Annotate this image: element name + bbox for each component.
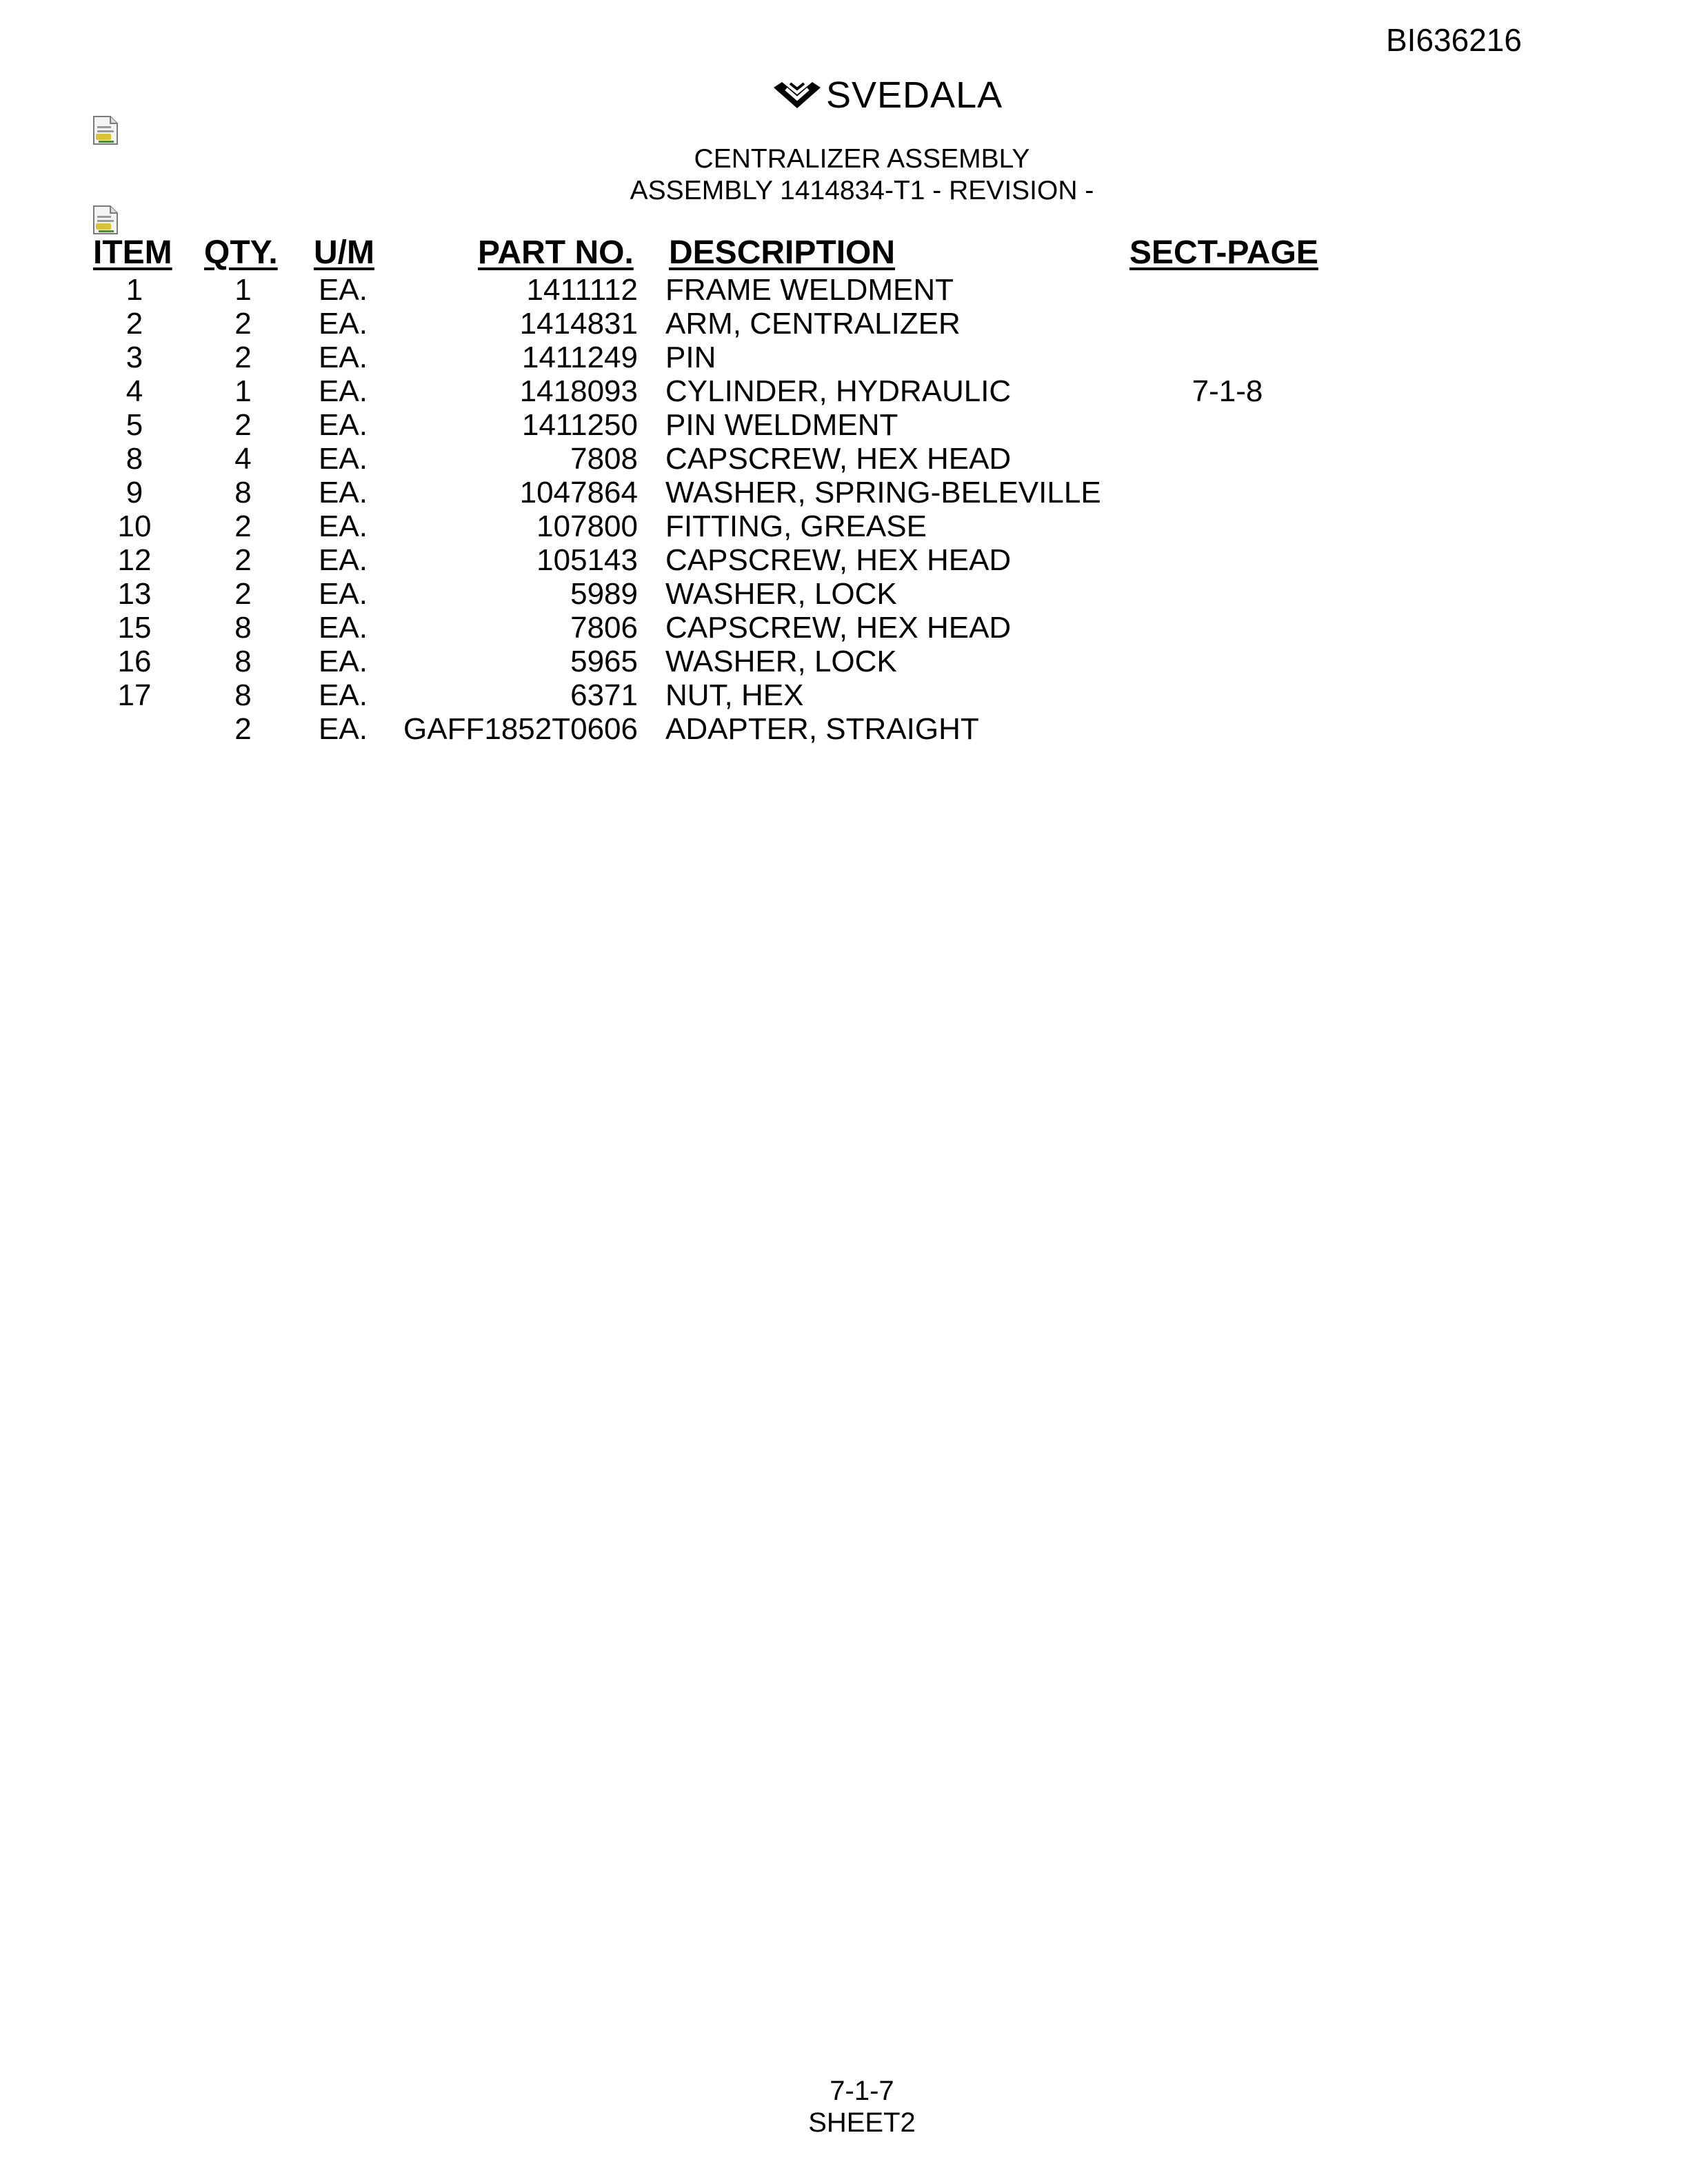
table-row — [0, 645, 1688, 678]
part-description: FRAME WELDMENT — [665, 273, 954, 307]
part-description: ADAPTER, STRAIGHT — [665, 712, 979, 746]
unit-of-measure: EA. — [319, 341, 368, 374]
unit-of-measure: EA. — [319, 509, 368, 543]
item-number: 16 — [117, 645, 152, 678]
item-number: 2 — [125, 307, 143, 341]
part-number: 7808 — [570, 442, 638, 476]
header-part-no: PART NO. — [478, 234, 634, 271]
part-description: CAPSCREW, HEX HEAD — [665, 543, 1012, 577]
table-row — [0, 374, 1688, 408]
part-number: 1411249 — [521, 341, 638, 374]
part-number: 105143 — [536, 543, 638, 577]
part-number: 1047864 — [519, 476, 638, 509]
quantity: 2 — [234, 577, 252, 611]
part-description: ARM, CENTRALIZER — [665, 307, 961, 341]
table-row — [0, 476, 1688, 509]
part-number: 1411112 — [526, 273, 638, 307]
table-row — [0, 442, 1688, 476]
quantity: 2 — [234, 712, 252, 746]
part-number: 5989 — [570, 577, 638, 611]
table-row — [0, 577, 1688, 611]
item-number: 3 — [125, 341, 143, 374]
unit-of-measure: EA. — [319, 577, 368, 611]
item-number: 5 — [125, 408, 143, 442]
part-number: 107800 — [536, 509, 638, 543]
page-footer — [690, 2075, 1034, 2138]
header-description: DESCRIPTION — [669, 234, 896, 271]
table-row — [0, 678, 1688, 712]
quantity: 8 — [234, 678, 252, 712]
unit-of-measure: EA. — [319, 543, 368, 577]
document-icon — [92, 205, 119, 234]
document-id: BI636216 — [1386, 22, 1522, 58]
quantity: 2 — [234, 509, 252, 543]
item-number: 9 — [125, 476, 143, 509]
unit-of-measure: EA. — [319, 476, 368, 509]
unit-of-measure: EA. — [319, 678, 368, 712]
part-description: WASHER, SPRING-BELEVILLE — [665, 476, 1101, 509]
part-number: 1411250 — [521, 408, 638, 442]
unit-of-measure: EA. — [319, 442, 368, 476]
svedala-logo-mark-icon — [772, 79, 822, 111]
unit-of-measure: EA. — [319, 408, 368, 442]
part-description: CYLINDER, HYDRAULIC — [665, 374, 1012, 408]
part-description: WASHER, LOCK — [665, 577, 897, 611]
table-row — [0, 611, 1688, 645]
document-icon — [92, 116, 119, 145]
part-description: NUT, HEX — [665, 678, 804, 712]
header-qty: QTY. — [204, 234, 278, 271]
unit-of-measure: EA. — [319, 374, 368, 408]
quantity: 1 — [234, 273, 252, 307]
part-number: GAFF1852T0606 — [403, 712, 638, 746]
part-description: FITTING, GREASE — [665, 509, 927, 543]
item-number: 12 — [117, 543, 152, 577]
quantity: 8 — [234, 611, 252, 645]
sheet-label: SHEET2 — [808, 2107, 916, 2138]
item-number: 10 — [117, 509, 152, 543]
table-row — [0, 341, 1688, 374]
header-sect-page: SECT-PAGE — [1129, 234, 1318, 271]
table-row — [0, 712, 1688, 746]
item-number: 13 — [117, 577, 152, 611]
logo-text: SVEDALA — [826, 74, 1003, 116]
part-number: 1414831 — [519, 307, 638, 341]
part-number: 1418093 — [519, 374, 638, 408]
unit-of-measure: EA. — [319, 712, 368, 746]
quantity: 2 — [234, 341, 252, 374]
item-number: 17 — [117, 678, 152, 712]
quantity: 4 — [234, 442, 252, 476]
item-number: 1 — [125, 273, 143, 307]
quantity: 2 — [234, 307, 252, 341]
sect-page: 7-1-8 — [1192, 374, 1263, 408]
svedala-logo — [772, 74, 1003, 116]
table-row — [0, 273, 1688, 307]
quantity: 2 — [234, 543, 252, 577]
unit-of-measure: EA. — [319, 611, 368, 645]
part-description: CAPSCREW, HEX HEAD — [665, 611, 1012, 645]
title-block — [483, 143, 1241, 207]
header-item: ITEM — [93, 234, 172, 271]
item-number: 8 — [125, 442, 143, 476]
table-row — [0, 543, 1688, 577]
quantity: 8 — [234, 476, 252, 509]
table-row — [0, 408, 1688, 442]
part-number: 7806 — [570, 611, 638, 645]
table-row — [0, 509, 1688, 543]
part-number: 6371 — [570, 678, 638, 712]
unit-of-measure: EA. — [319, 273, 368, 307]
quantity: 2 — [234, 408, 252, 442]
item-number: 4 — [125, 374, 143, 408]
assembly-title: CENTRALIZER ASSEMBLY — [694, 144, 1030, 174]
part-description: WASHER, LOCK — [665, 645, 897, 678]
part-number: 5965 — [570, 645, 638, 678]
part-description: PIN — [665, 341, 716, 374]
part-description: CAPSCREW, HEX HEAD — [665, 442, 1012, 476]
table-row — [0, 307, 1688, 341]
part-description: PIN WELDMENT — [665, 408, 898, 442]
unit-of-measure: EA. — [319, 307, 368, 341]
item-number: 15 — [117, 611, 152, 645]
unit-of-measure: EA. — [319, 645, 368, 678]
header-um: U/M — [314, 234, 374, 271]
page-number: 7-1-7 — [830, 2076, 894, 2106]
quantity: 8 — [234, 645, 252, 678]
quantity: 1 — [234, 374, 252, 408]
assembly-revision: ASSEMBLY 1414834-T1 - REVISION - — [630, 176, 1094, 205]
